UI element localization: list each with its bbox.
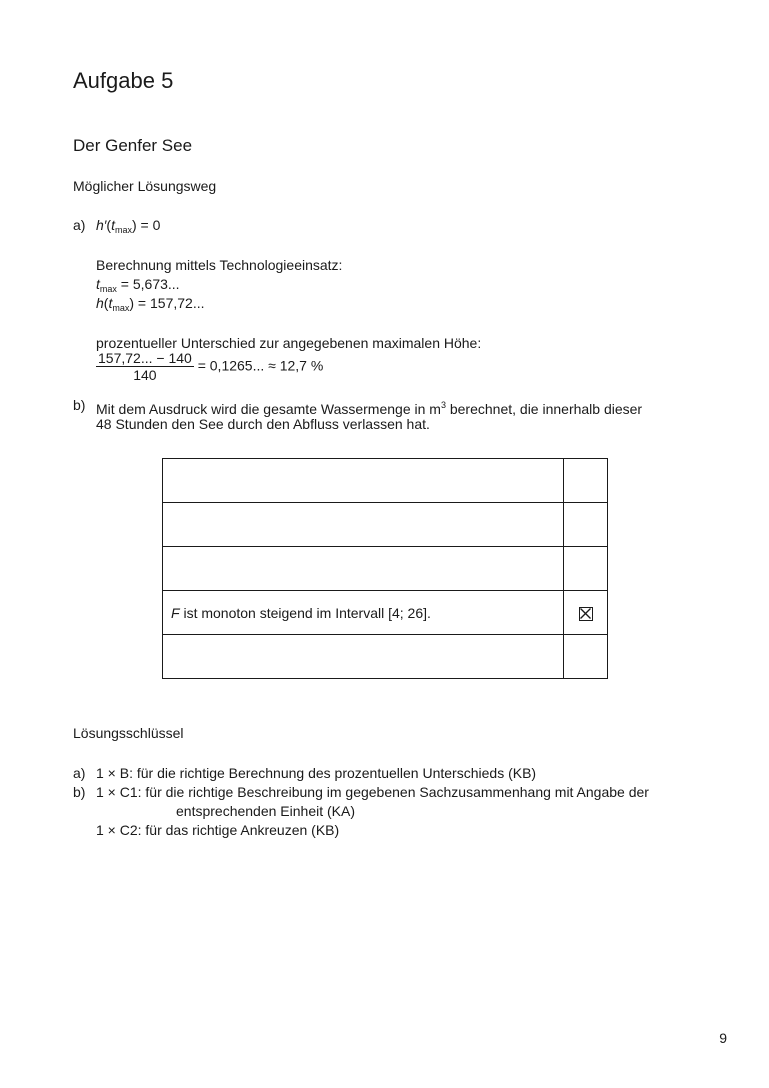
diff-line: prozentueller Unterschied zur angegebenen maximalen Höhe:	[96, 335, 482, 351]
part-b-label: b)	[73, 397, 86, 413]
table-row	[163, 459, 608, 503]
checked-box-icon[interactable]	[579, 607, 593, 621]
tech-line: Berechnung mittels Technologieeinsatz:	[96, 257, 343, 273]
table-row	[163, 591, 608, 635]
part-b-line2: 48 Stunden den See durch den Abfluss verlassen hat.	[96, 416, 430, 432]
eq1-rest: ) = 0	[132, 217, 161, 233]
checkbox-cell[interactable]	[564, 547, 608, 591]
fraction-numerator: 157,72... − 140	[98, 350, 192, 366]
htmax-var: t	[108, 295, 113, 311]
eq1-fn: h′	[96, 217, 107, 233]
checkbox-cell[interactable]	[564, 503, 608, 547]
statement-cell	[163, 547, 564, 591]
table-row	[163, 503, 608, 547]
key-b-c1-line2: entsprechenden Einheit (KA)	[176, 803, 355, 819]
eq1-var: t	[111, 217, 115, 233]
key-heading: Lösungsschlüssel	[73, 725, 184, 741]
fraction-expression	[96, 350, 323, 384]
eq1-open: (	[106, 217, 112, 233]
htmax-rest: ) = 157,72...	[129, 295, 205, 311]
part-a-label: a)	[73, 217, 86, 233]
cross-icon	[580, 608, 591, 619]
task-subtitle: Der Genfer See	[73, 136, 193, 155]
htmax-fn: h	[96, 295, 104, 311]
solution-heading: Möglicher Lösungsweg	[73, 178, 217, 194]
part-b-line1-sup: 3	[440, 400, 446, 410]
part-b-line1-post: berechnet, die innerhalb dieser	[445, 401, 643, 417]
htmax-sub: max	[112, 303, 130, 313]
statement-cell	[163, 503, 564, 547]
table-row	[163, 635, 608, 679]
statement-cell	[163, 591, 564, 635]
htmax-line	[96, 294, 204, 318]
fraction-result: = 0,1265... ≈ 12,7 %	[197, 357, 324, 374]
fraction	[96, 350, 194, 384]
fraction-denominator: 140	[133, 367, 157, 383]
part-b-line1-pre: Mit dem Ausdruck wird die gesamte Wassermenge in m	[96, 401, 441, 417]
page-title: Aufgabe 5	[73, 68, 174, 93]
statement-var: F	[171, 604, 180, 621]
checkbox-cell[interactable]	[564, 459, 608, 503]
eq1-sub: max	[114, 225, 132, 235]
key-b-c2: 1 × C2: für das richtige Ankreuzen (KB)	[96, 822, 340, 838]
page-number: 9	[719, 1030, 727, 1046]
checkbox-cell[interactable]	[564, 635, 608, 679]
checkbox-cell[interactable]	[564, 591, 608, 635]
statement-cell	[163, 635, 564, 679]
htmax-open: (	[103, 295, 109, 311]
table-row	[163, 547, 608, 591]
key-b-c1-line1: 1 × C1: für die richtige Beschreibung im gegebenen Sachzusammenhang mit Angabe der	[96, 784, 649, 800]
part-a-equation	[96, 216, 160, 240]
answer-table	[162, 458, 608, 679]
tmax-var: t	[96, 276, 100, 292]
tmax-sub: max	[99, 284, 117, 294]
key-b-label: b)	[73, 784, 86, 800]
key-a-text: 1 × B: für die richtige Berechnung des prozentuellen Unterschieds (KB)	[96, 765, 537, 781]
statement-text: ist monoton steigend im Intervall [4; 26].	[179, 604, 431, 621]
statement-cell	[163, 459, 564, 503]
key-a-label: a)	[73, 765, 86, 781]
tmax-rest: = 5,673...	[116, 276, 180, 292]
